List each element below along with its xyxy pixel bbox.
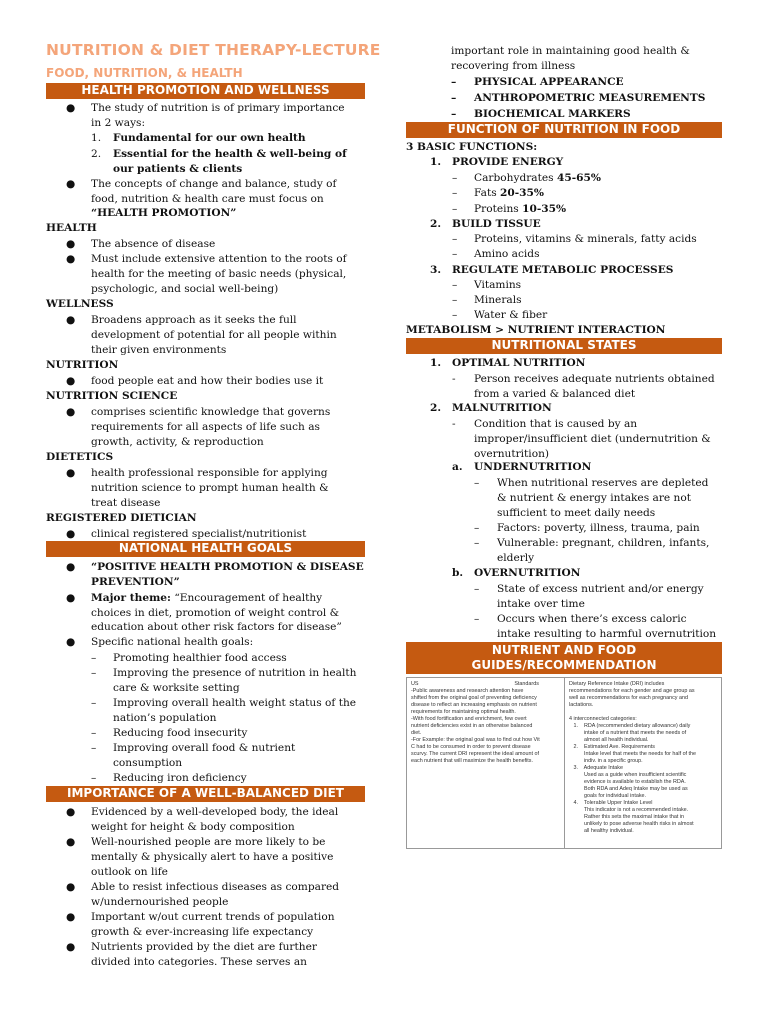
goal-item: Promoting healthier food access xyxy=(113,652,287,664)
definition-text: development of potential for all people within xyxy=(91,329,337,341)
dash-icon: – xyxy=(452,203,458,215)
goal-item: Reducing iron deficiency xyxy=(113,772,247,784)
dash-icon: – xyxy=(452,187,458,199)
importance-item: w/undernourished people xyxy=(91,896,229,908)
importance-item: outlook on life xyxy=(91,866,168,878)
table-line: scurvy. The current DRI represent the ideal amount of xyxy=(411,751,540,757)
list-number: 1. xyxy=(430,357,442,369)
way-two: our patients & clients xyxy=(113,163,243,175)
table-line: C had to be consumed in order to prevent disease xyxy=(411,744,531,750)
state-title: OPTIMAL NUTRITION xyxy=(452,357,586,369)
dash-icon: – xyxy=(474,613,480,625)
bullet-icon: ● xyxy=(66,314,76,326)
definition-text: requirements for all aspects of life such as xyxy=(91,421,320,433)
bullet-icon: ● xyxy=(66,806,76,818)
section-header-function-of-nutrition: FUNCTION OF NUTRITION IN FOOD xyxy=(406,122,722,138)
energy-item-label: Fats xyxy=(474,187,501,199)
importance-item: mentally & physically alert to have a positive xyxy=(91,851,334,863)
assessment-item: BIOCHEMICAL MARKERS xyxy=(474,108,631,120)
dash-icon: – xyxy=(474,477,480,489)
dash-icon: – xyxy=(91,742,97,754)
table-line: recommendations for each gender and age group as xyxy=(569,688,695,694)
dash-icon: – xyxy=(452,248,458,260)
metabolism-label: METABOLISM > NUTRIENT INTERACTION xyxy=(406,324,666,336)
substate-item: sufficient to meet daily needs xyxy=(497,507,656,519)
intro-text: The study of nutrition is of primary importance xyxy=(91,102,345,114)
definition-text: treat disease xyxy=(91,497,161,509)
way-one: Fundamental for our own health xyxy=(113,132,306,144)
list-letter: b. xyxy=(452,567,464,579)
continued-text: recovering from illness xyxy=(451,60,576,72)
dash-icon: – xyxy=(474,583,480,595)
energy-item xyxy=(474,186,544,201)
bullet-icon: ● xyxy=(66,911,76,923)
table-line: -With food fortification and enrichment, few overt xyxy=(411,716,527,722)
definition-text: nutrition science to prompt human health & xyxy=(91,482,329,494)
function-title: REGULATE METABOLIC PROCESSES xyxy=(452,264,674,276)
list-number: 2. xyxy=(430,402,442,414)
bullet-icon: ● xyxy=(66,253,76,265)
importance-item: weight for height & body composition xyxy=(91,821,295,833)
table-line: indiv. in a specific group. xyxy=(569,758,643,764)
state-text: improper/insufficient diet (undernutrition & xyxy=(474,433,711,445)
goal-item: Improving overall food & nutrient xyxy=(113,742,296,754)
energy-item-value: 20-35% xyxy=(500,187,544,199)
definition-text: food people eat and how their bodies use it xyxy=(91,375,324,387)
definition-text: Broadens approach as it seeks the full xyxy=(91,314,297,326)
table-line: requirements for maintaining optimal health. xyxy=(411,709,516,715)
section-header-well-balanced-diet: IMPORTANCE OF A WELL-BALANCED DIET xyxy=(46,786,365,802)
tissue-item: Proteins, vitamins & minerals, fatty acids xyxy=(474,233,697,245)
table-line: diet. xyxy=(411,730,422,736)
document-title: NUTRITION & DIET THERAPY-LECTURE xyxy=(46,41,381,59)
table-line: US Standards xyxy=(411,681,539,687)
bullet-icon: ● xyxy=(66,467,76,479)
term-nutrition-science: NUTRITION SCIENCE xyxy=(46,390,178,402)
major-theme xyxy=(91,591,322,606)
section-header-line: GUIDES/RECOMMENDATION xyxy=(471,658,657,672)
concept-text: food, nutrition & health care must focus on xyxy=(91,193,324,205)
term-health: HEALTH xyxy=(46,222,97,234)
section-header-health-promotion: HEALTH PROMOTION AND WELLNESS xyxy=(46,83,365,99)
intro-text: in 2 ways: xyxy=(91,117,146,129)
table-line: This indicator is not a recommended intake. xyxy=(569,807,689,813)
regulate-item: Minerals xyxy=(474,294,522,306)
goal-item: Improving the presence of nutrition in health xyxy=(113,667,357,679)
list-number: 2. xyxy=(430,218,442,230)
assessment-item: ANTHROPOMETRIC MEASUREMENTS xyxy=(474,92,706,104)
importance-item: Important w/out current trends of population xyxy=(91,911,335,923)
substate-item: When nutritional reserves are depleted xyxy=(497,477,709,489)
table-divider xyxy=(564,678,565,848)
table-line: -For Example: the original goal was to find out how Vit xyxy=(411,737,540,743)
table-line: 4 interconnected categories: xyxy=(569,716,637,722)
dash-icon: – xyxy=(451,108,457,120)
bullet-icon: ● xyxy=(66,636,76,648)
definition-text: their given environments xyxy=(91,344,227,356)
definition-text: clinical registered specialist/nutritionist xyxy=(91,528,307,540)
table-line: evidence is available to establish the RDA. xyxy=(569,779,686,785)
definition-text: health for the meeting of basic needs (physical, xyxy=(91,268,347,280)
section-header-nutritional-states: NUTRITIONAL STATES xyxy=(406,338,722,354)
bullet-icon: ● xyxy=(66,561,76,573)
dash-icon: – xyxy=(452,309,458,321)
state-text: overnutrition) xyxy=(474,448,550,460)
importance-item: Well-nourished people are more likely to be xyxy=(91,836,326,848)
goal-item: nation’s population xyxy=(113,712,217,724)
table-line: Both RDA and Adeq Intake may be used as xyxy=(569,786,688,792)
table-line: lactations. xyxy=(569,702,594,708)
state-text: Person receives adequate nutrients obtained xyxy=(474,373,715,385)
energy-item xyxy=(474,202,566,217)
table-line: intake of a nutrient that meets the needs of xyxy=(569,730,687,736)
bullet-icon: ● xyxy=(66,238,76,250)
energy-item-label: Carbohydrates xyxy=(474,172,557,184)
section-header-nutrient-food-guides xyxy=(406,642,722,674)
assessment-item: PHYSICAL APPEARANCE xyxy=(474,76,624,88)
table-line: 4. Tolerable Upper Intake Level xyxy=(569,800,653,806)
way-two: Essential for the health & well-being of xyxy=(113,148,347,160)
table-line: Intake level that meets the needs for half of the xyxy=(569,751,697,757)
dash-icon: - xyxy=(452,373,456,385)
list-number: 3. xyxy=(430,264,442,276)
list-number: 1. xyxy=(430,156,442,168)
substate-title: OVERNUTRITION xyxy=(474,567,581,579)
table-line: nutrient deficiencies exist in an otherwise balanced xyxy=(411,723,533,729)
substate-item: Occurs when there’s excess caloric xyxy=(497,613,687,625)
guidelines-table xyxy=(406,677,722,849)
function-title: BUILD TISSUE xyxy=(452,218,541,230)
regulate-item: Water & fiber xyxy=(474,309,548,321)
basic-functions-label: 3 BASIC FUNCTIONS: xyxy=(406,141,538,153)
function-title: PROVIDE ENERGY xyxy=(452,156,564,168)
goal-theme: “POSITIVE HEALTH PROMOTION & DISEASE xyxy=(91,561,364,573)
document-subtitle: FOOD, NUTRITION, & HEALTH xyxy=(46,66,243,80)
dash-icon: – xyxy=(91,727,97,739)
table-line: each nutrient that will maximize the health benefits. xyxy=(411,758,533,764)
major-theme-text: “Encouragement of healthy xyxy=(170,592,323,604)
term-registered-dietician: REGISTERED DIETICIAN xyxy=(46,512,197,524)
definition-text: comprises scientific knowledge that governs xyxy=(91,406,331,418)
substate-item: & nutrient & energy intakes are not xyxy=(497,492,691,504)
table-line: goals for individual intake. xyxy=(569,793,647,799)
state-title: MALNUTRITION xyxy=(452,402,552,414)
table-line: 2. Estimated Ave. Requirements xyxy=(569,744,655,750)
dash-icon: – xyxy=(474,522,480,534)
continued-text: important role in maintaining good health & xyxy=(451,45,690,57)
importance-item: Able to resist infectious diseases as compared xyxy=(91,881,340,893)
goal-item: care & worksite setting xyxy=(113,682,240,694)
section-header-national-health-goals: NATIONAL HEALTH GOALS xyxy=(46,541,365,557)
bullet-icon: ● xyxy=(66,592,76,604)
energy-item-value: 10-35% xyxy=(522,203,567,215)
state-text: Condition that is caused by an xyxy=(474,418,638,430)
substate-item: Factors: poverty, illness, trauma, pain xyxy=(497,522,700,534)
bullet-icon: ● xyxy=(66,941,76,953)
major-theme-text: choices in diet, promotion of weight control & xyxy=(91,607,340,619)
bullet-icon: ● xyxy=(66,528,76,540)
table-line: shifted from the original goal of preventing deficiency xyxy=(411,695,537,701)
goal-theme: PREVENTION” xyxy=(91,576,180,588)
specific-goals-label: Specific national health goals: xyxy=(91,636,254,648)
bullet-icon: ● xyxy=(66,406,76,418)
list-number: 1. xyxy=(91,132,102,144)
major-theme-text: education about other risk factors for disease” xyxy=(91,621,342,633)
state-text: from a varied & balanced diet xyxy=(474,388,636,400)
bullet-icon: ● xyxy=(66,178,76,190)
table-line: unlikely to pose adverse health risks in almost xyxy=(569,821,694,827)
substate-title: UNDERNUTRITION xyxy=(474,461,592,473)
concept-text: “HEALTH PROMOTION” xyxy=(91,207,237,219)
regulate-item: Vitamins xyxy=(474,279,522,291)
definition-text: health professional responsible for applying xyxy=(91,467,328,479)
tissue-item: Amino acids xyxy=(474,248,540,260)
major-theme-label: Major theme: xyxy=(91,592,171,604)
importance-item: Nutrients provided by the diet are further xyxy=(91,941,317,953)
section-header-line: NUTRIENT AND FOOD xyxy=(491,643,637,657)
energy-item-label: Proteins xyxy=(474,203,523,215)
importance-item: divided into categories. These serves an xyxy=(91,956,307,968)
bullet-icon: ● xyxy=(66,375,76,387)
dash-icon: – xyxy=(91,667,97,679)
table-line: Rather this sets the maximal intake that in xyxy=(569,814,685,820)
table-line: Dietary Reference Intake (DRI) includes xyxy=(569,681,665,687)
substate-item: intake resulting to harmful overnutrition xyxy=(497,628,717,640)
importance-item: growth & ever-increasing life expectancy xyxy=(91,926,314,938)
table-line: disease to reflect an increasing emphasis on nutrient xyxy=(411,702,537,708)
dash-icon: – xyxy=(451,92,457,104)
bullet-icon: ● xyxy=(66,102,76,114)
dash-icon: – xyxy=(474,537,480,549)
term-nutrition: NUTRITION xyxy=(46,359,119,371)
dash-icon: – xyxy=(91,697,97,709)
dash-icon: – xyxy=(91,652,97,664)
substate-item: intake over time xyxy=(497,598,585,610)
dash-icon: - xyxy=(452,418,456,430)
table-line: all healthy individual. xyxy=(569,828,634,834)
term-wellness: WELLNESS xyxy=(46,298,114,310)
dash-icon: – xyxy=(452,233,458,245)
energy-item xyxy=(474,171,601,186)
definition-text: growth, activity, & reproduction xyxy=(91,436,264,448)
definition-text: psychologic, and social well-being) xyxy=(91,283,279,295)
goal-item: Improving overall health weight status of the xyxy=(113,697,357,709)
dash-icon: – xyxy=(452,294,458,306)
table-line: well as recommendations for each pregnancy and xyxy=(569,695,688,701)
term-dietetics: DIETETICS xyxy=(46,451,114,463)
table-line: Used as a guide when insufficient scientific xyxy=(569,772,687,778)
substate-item: State of excess nutrient and/or energy xyxy=(497,583,704,595)
bullet-icon: ● xyxy=(66,881,76,893)
definition-text: Must include extensive attention to the roots of xyxy=(91,253,347,265)
dash-icon: – xyxy=(451,76,457,88)
substate-item: elderly xyxy=(497,552,535,564)
goal-item: Reducing food insecurity xyxy=(113,727,248,739)
list-number: 2. xyxy=(91,148,102,160)
bullet-icon: ● xyxy=(66,836,76,848)
goal-item: consumption xyxy=(113,757,183,769)
energy-item-value: 45-65% xyxy=(556,172,601,184)
list-letter: a. xyxy=(452,461,463,473)
table-line: almost all health individual. xyxy=(569,737,649,743)
dash-icon: – xyxy=(91,772,97,784)
concept-text: The concepts of change and balance, study of xyxy=(91,178,337,190)
definition-text: The absence of disease xyxy=(91,238,216,250)
table-line: 3. Adequate Intake xyxy=(569,765,623,771)
dash-icon: – xyxy=(452,279,458,291)
table-line: 1. RDA (recommended dietary allowance) daily xyxy=(569,723,691,729)
table-line: -Public awareness and research attention have xyxy=(411,688,524,694)
substate-item: Vulnerable: pregnant, children, infants, xyxy=(497,537,710,549)
importance-item: Evidenced by a well-developed body, the ideal xyxy=(91,806,339,818)
dash-icon: – xyxy=(452,172,458,184)
